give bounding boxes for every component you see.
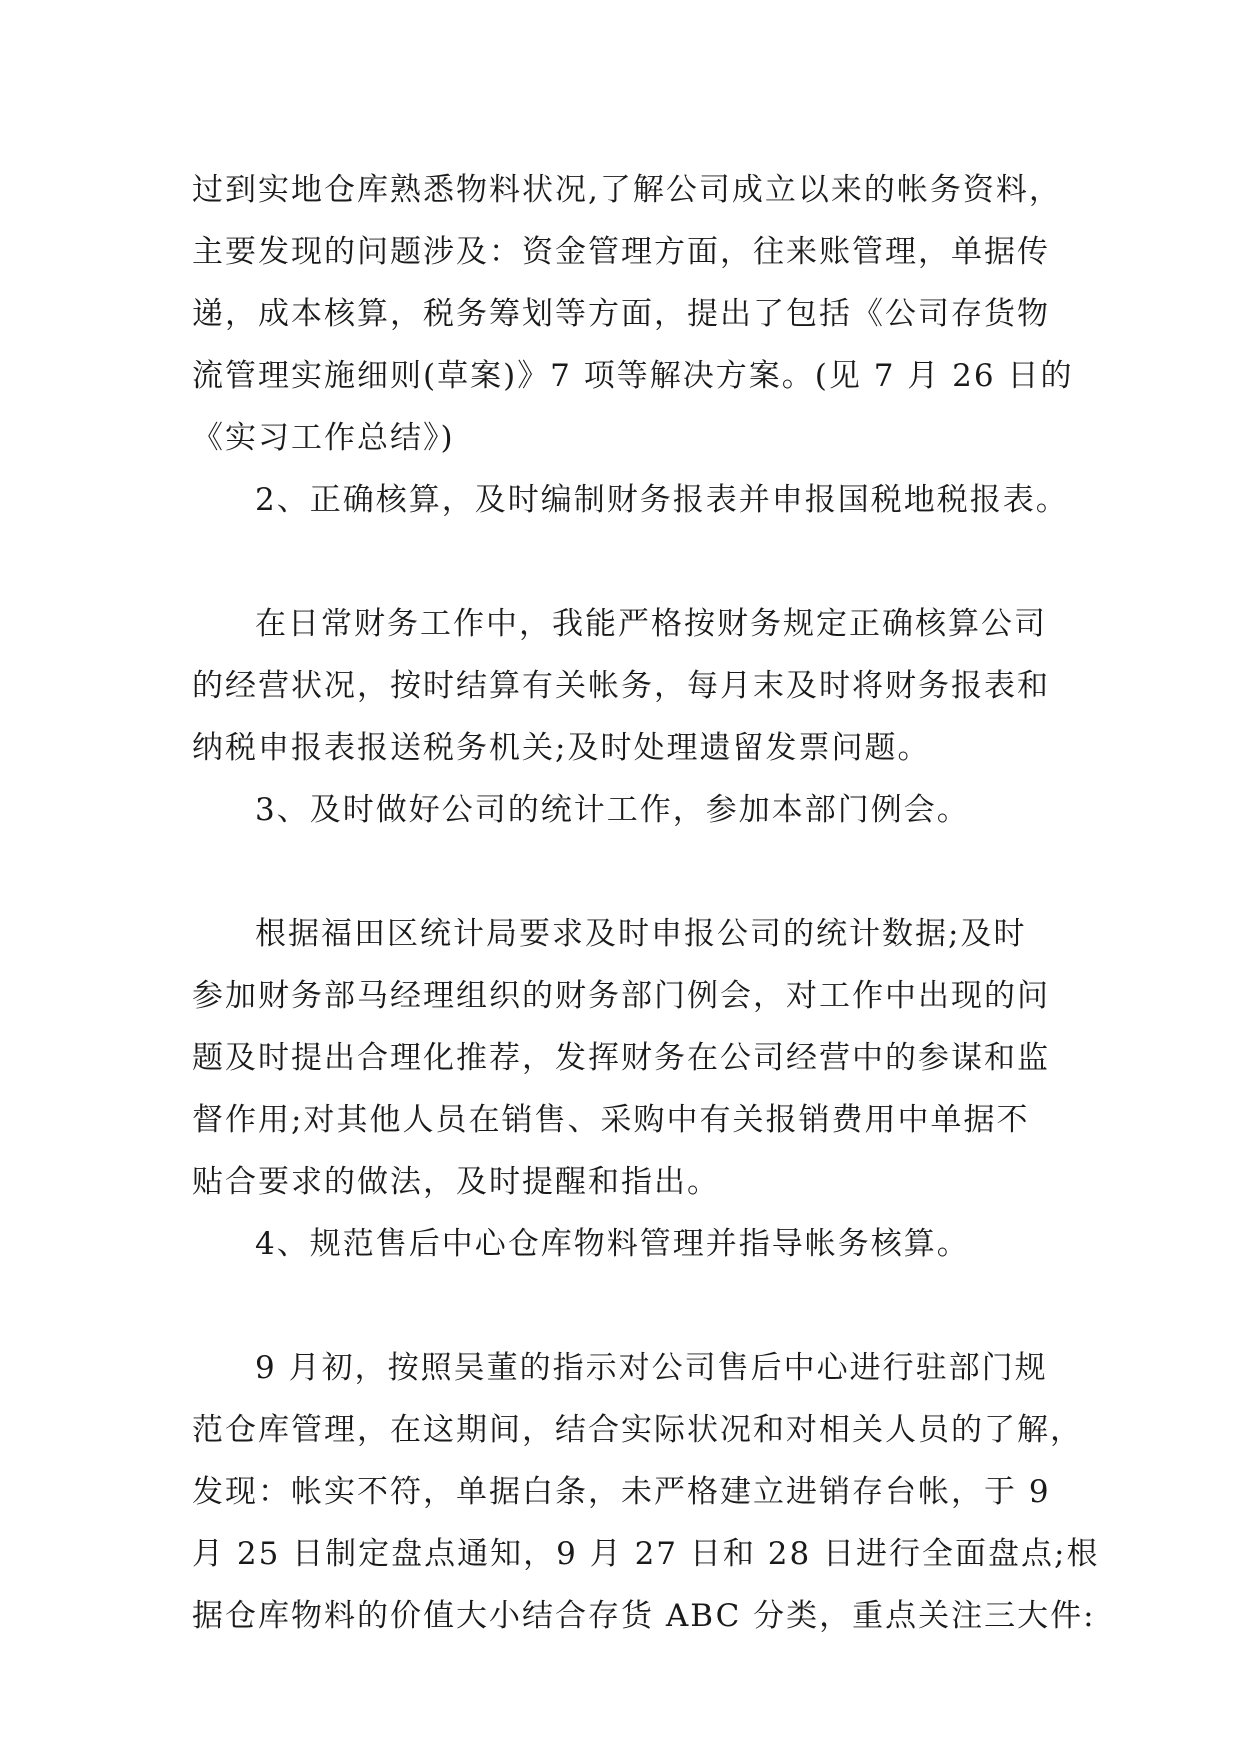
text-line: 在日常财务工作中，我能严格按财务规定正确核算公司 <box>255 606 1047 642</box>
text-line: 发现：帐实不符，单据白条，未严格建立进销存台帐，于 9 <box>192 1474 1051 1510</box>
text-line: 督作用;对其他人员在销售、采购中有关报销费用中单据不 <box>192 1102 1030 1138</box>
section-heading: 3、及时做好公司的统计工作，参加本部门例会。 <box>255 792 970 828</box>
text-line: 《实习工作总结》) <box>192 420 455 456</box>
text-line: 月 25 日制定盘点通知，9 月 27 日和 28 日进行全面盘点;根 <box>192 1536 1100 1572</box>
section-heading: 4、规范售后中心仓库物料管理并指导帐务核算。 <box>255 1226 970 1262</box>
text-line: 主要发现的问题涉及：资金管理方面，往来账管理，单据传 <box>192 234 1050 270</box>
text-line: 9 月初，按照吴董的指示对公司售后中心进行驻部门规 <box>255 1350 1048 1386</box>
text-line: 贴合要求的做法，及时提醒和指出。 <box>192 1164 720 1200</box>
text-line: 过到实地仓库熟悉物料状况,了解公司成立以来的帐务资料， <box>192 172 1062 208</box>
text-line: 题及时提出合理化推荐，发挥财务在公司经营中的参谋和监 <box>192 1040 1050 1076</box>
text-line: 范仓库管理，在这期间，结合实际状况和对相关人员的了解， <box>192 1412 1083 1448</box>
text-line: 纳税申报表报送税务机关;及时处理遗留发票问题。 <box>192 730 931 766</box>
text-line: 参加财务部马经理组织的财务部门例会，对工作中出现的问 <box>192 978 1050 1014</box>
text-line: 根据福田区统计局要求及时申报公司的统计数据;及时 <box>255 916 1027 952</box>
text-line: 的经营状况，按时结算有关帐务，每月末及时将财务报表和 <box>192 668 1050 704</box>
text-line: 递，成本核算，税务筹划等方面，提出了包括《公司存货物 <box>192 296 1050 332</box>
text-line: 据仓库物料的价值大小结合存货 ABC 分类，重点关注三大件: <box>192 1598 1096 1634</box>
text-line: 流管理实施细则(草案)》7 项等解决方案。(见 7 月 26 日的 <box>192 358 1074 394</box>
section-heading: 2、正确核算，及时编制财务报表并申报国税地税报表。 <box>255 482 1069 518</box>
